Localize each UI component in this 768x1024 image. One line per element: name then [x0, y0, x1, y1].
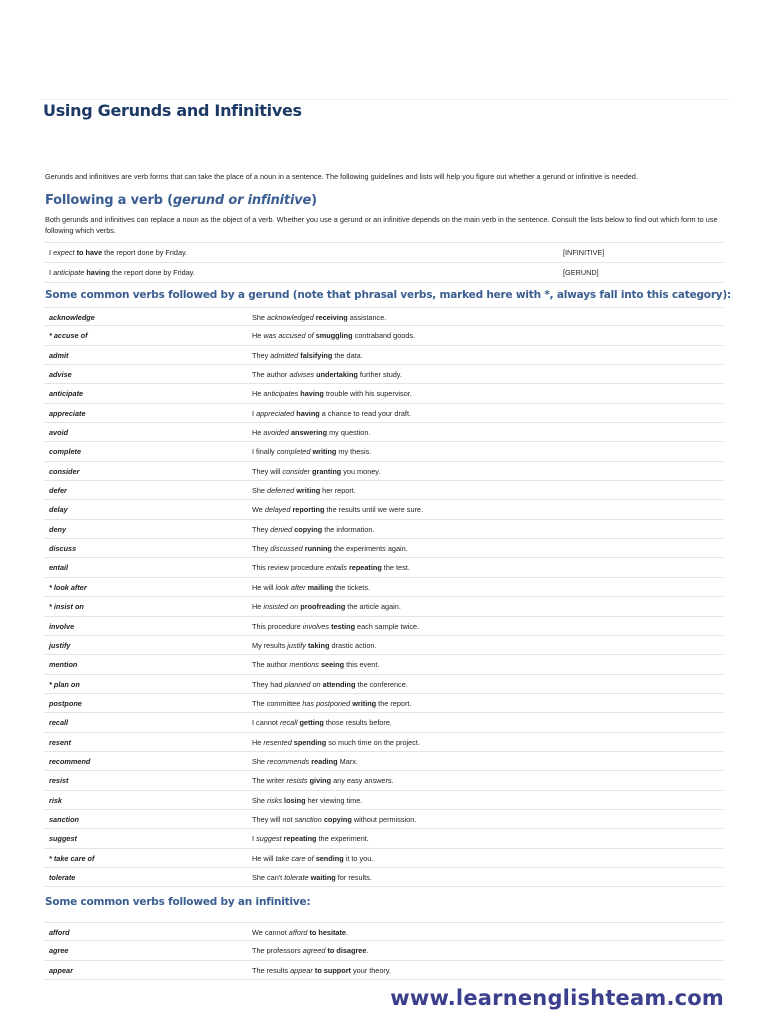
- footer-website-link[interactable]: www.learnenglishteam.com: [390, 986, 724, 1010]
- example-main-verb: anticipate: [53, 268, 85, 277]
- example-row: [44, 242, 723, 263]
- sentence-text: contraband goods.: [352, 331, 416, 341]
- example-text: I: [49, 268, 54, 277]
- sentence-verb-form: reading: [311, 756, 338, 766]
- verb-row: [44, 810, 723, 829]
- section-heading-italic: gerund or infinitive: [172, 193, 312, 208]
- sentence-text: so much time on the project.: [326, 737, 420, 747]
- verb-cell: avoid: [49, 428, 69, 438]
- sentence-main-verb: afford: [288, 928, 308, 937]
- sentence-verb-form: reporting: [292, 505, 325, 515]
- sentence-text: They will: [252, 466, 283, 476]
- sentence-main-verb: agreed: [302, 946, 326, 956]
- sentence-verb-form: copying: [294, 524, 323, 534]
- verb-cell: * plan on: [49, 679, 80, 689]
- example-sentence-cell: [252, 597, 401, 616]
- sentence-text: the tickets.: [333, 582, 371, 592]
- sentence-text: you money.: [341, 466, 381, 476]
- example-sentence-cell: [252, 365, 402, 384]
- sentence-main-verb: justify: [287, 640, 306, 650]
- sentence-text: assistance.: [347, 313, 387, 322]
- sentence-text: for results.: [335, 872, 372, 882]
- sentence-verb-form: getting: [299, 718, 324, 728]
- gerund-list-heading: Some common verbs followed by a gerund (note that phrasal verbs, marked here with *, always fall into this category):: [45, 289, 732, 301]
- example-sentence-cell: [252, 481, 356, 500]
- sentence-text: He: [252, 389, 264, 399]
- example-sentence-cell: [252, 346, 363, 365]
- verb-row: [44, 675, 723, 694]
- verb-cell: * take care of: [49, 853, 95, 863]
- sentence-verb-form: waiting: [310, 872, 336, 882]
- verb-cell: acknowledge: [49, 313, 95, 322]
- sentence-text: He: [252, 737, 264, 747]
- verb-cell: afford: [49, 928, 70, 937]
- verb-row: [44, 423, 723, 442]
- example-sentence-cell: [252, 520, 375, 539]
- sentence-text: The committee: [252, 698, 303, 708]
- example-sentence-cell: [252, 771, 394, 790]
- verb-cell: * look after: [49, 582, 87, 592]
- verb-cell: recommend: [49, 756, 91, 766]
- verb-cell: involve: [49, 621, 75, 631]
- example-sentence-cell: [252, 961, 391, 980]
- verb-row: [44, 752, 723, 771]
- sentence-verb-form: seeing: [320, 660, 345, 670]
- example-sentence-cell: [252, 636, 377, 655]
- example-sentence-cell: [252, 442, 371, 461]
- example-sentence-cell: [252, 655, 379, 674]
- sentence-text: .: [345, 928, 349, 937]
- sentence-text: the experiments again.: [331, 544, 408, 554]
- verb-row: [44, 655, 723, 674]
- sentence-main-verb: has postponed: [302, 698, 351, 708]
- sentence-main-verb: risks: [267, 795, 283, 805]
- example-row: [44, 263, 723, 283]
- sentence-text: The writer: [252, 776, 287, 786]
- verb-row: [44, 694, 723, 713]
- verb-row: [44, 636, 723, 655]
- sentence-verb-form: giving: [309, 776, 332, 786]
- example-text: the report done by Friday.: [102, 248, 188, 257]
- sentence-verb-form: losing: [284, 795, 306, 805]
- verb-row: [44, 733, 723, 752]
- verb-cell: defer: [49, 486, 67, 496]
- example-sentence-cell: [252, 617, 419, 636]
- intro-paragraph: Gerunds and infinitives are verb forms that can take the place of a noun in a sentence. The following guidelines and lists will help you figure out whether a gerund or infinitive is needed.: [45, 172, 638, 181]
- verb-row: [44, 617, 723, 636]
- sentence-text: this event.: [344, 660, 380, 670]
- sentence-text: The author: [252, 370, 290, 380]
- sentence-text: the data.: [332, 350, 363, 360]
- sentence-text: She: [252, 313, 268, 322]
- sentence-verb-form: receiving: [315, 313, 348, 322]
- sentence-text: He: [252, 428, 264, 438]
- verb-cell: sanction: [49, 814, 80, 824]
- section-body: Both gerunds and infinitives can replace a noun as the object of a verb. Whether you use a gerund or an infinitive depends on the main verb in the sentence. Consult the lists below to find out which form to use following which verbs.: [45, 215, 718, 235]
- sentence-main-verb: was accused of: [263, 331, 314, 341]
- sentence-text: further study.: [357, 370, 402, 380]
- example-form-tag: [INFINITIVE]: [563, 248, 605, 257]
- sentence-main-verb: look after: [275, 582, 306, 592]
- example-sentence-cell: [252, 308, 386, 327]
- example-sentence-cell: [252, 404, 411, 423]
- example-sentence-cell: [252, 810, 416, 829]
- sentence-main-verb: completed: [276, 447, 311, 457]
- sentence-text: I cannot: [252, 718, 280, 728]
- sentence-main-verb: take care of: [275, 853, 314, 863]
- verb-row: [44, 713, 723, 732]
- verb-row: [44, 404, 723, 423]
- sentence-text: a chance to read your draft.: [319, 408, 412, 418]
- verb-row: [44, 307, 723, 326]
- example-verb-form: having: [86, 268, 110, 277]
- verb-cell: appreciate: [49, 408, 86, 418]
- sentence-text: my question.: [327, 428, 371, 438]
- verb-cell: delay: [49, 505, 68, 515]
- section-heading-post: ): [311, 193, 317, 208]
- verb-cell: * accuse of: [49, 331, 88, 341]
- sentence-verb-form: to support: [314, 965, 351, 975]
- sentence-verb-form: having: [296, 408, 320, 418]
- sentence-verb-form: running: [304, 544, 332, 554]
- sentence-main-verb: insisted on: [263, 602, 299, 612]
- example-verb-form: to have: [76, 248, 103, 257]
- verb-row: [44, 868, 723, 887]
- sentence-main-verb: consider: [282, 466, 311, 476]
- sentence-main-verb: resented: [263, 737, 292, 747]
- sentence-main-verb: recall: [280, 718, 298, 728]
- sentence-text: the article again.: [345, 602, 401, 612]
- verb-cell: tolerate: [49, 872, 76, 882]
- sentence-text: your theory.: [350, 965, 391, 975]
- verb-row: [44, 539, 723, 558]
- example-sentence-cell: [252, 384, 412, 403]
- sentence-text: the experiment.: [316, 834, 369, 844]
- sentence-text: it to you.: [343, 853, 374, 863]
- verb-row: [44, 384, 723, 403]
- verb-cell: admit: [49, 350, 69, 360]
- sentence-verb-form: answering: [290, 428, 328, 438]
- sentence-verb-form: attending: [322, 679, 356, 689]
- sentence-main-verb: resists: [286, 776, 308, 786]
- sentence-main-verb: admitted: [270, 350, 299, 360]
- sentence-main-verb: recommends: [267, 756, 310, 766]
- sentence-text: .: [366, 946, 369, 956]
- sentence-text: I: [252, 834, 257, 844]
- sentence-text: drastic action.: [329, 640, 377, 650]
- verb-cell: anticipate: [49, 389, 84, 399]
- sentence-text: He: [252, 602, 264, 612]
- example-sentence-cell: [252, 868, 372, 887]
- verb-row: [44, 520, 723, 539]
- section-heading-following-verb: [45, 193, 317, 208]
- verb-row: [44, 481, 723, 500]
- example-sentence-cell: [252, 326, 415, 345]
- example-sentence-cell: [252, 829, 369, 848]
- sentence-text: her viewing time.: [305, 795, 363, 805]
- example-sentence-cell: [252, 423, 370, 442]
- sentence-text: The author: [252, 660, 290, 670]
- sentence-main-verb: acknowledged: [267, 313, 314, 322]
- verb-row: [44, 500, 723, 519]
- sentence-verb-form: writing: [312, 447, 337, 457]
- example-sentence: [49, 243, 187, 262]
- sentence-main-verb: delayed: [264, 505, 291, 515]
- sentence-text: The professors: [252, 946, 303, 956]
- verb-row: [44, 346, 723, 365]
- sentence-text: her report.: [320, 486, 356, 496]
- verb-cell: recall: [49, 718, 69, 728]
- verb-cell: advise: [49, 370, 72, 380]
- sentence-text: She: [252, 795, 268, 805]
- sentence-main-verb: anticipates: [263, 389, 299, 399]
- example-sentence-cell: [252, 462, 380, 481]
- example-sentence-cell: [252, 849, 373, 868]
- example-text: I: [49, 248, 54, 257]
- verb-cell: deny: [49, 524, 67, 534]
- example-sentence-cell: [252, 558, 410, 577]
- sentence-text: They: [252, 350, 271, 360]
- sentence-text: He will: [252, 853, 276, 863]
- sentence-verb-form: writing: [352, 698, 377, 708]
- sentence-verb-form: falsifying: [300, 350, 333, 360]
- infinitive-verb-table: [44, 922, 723, 980]
- verb-row: [44, 442, 723, 461]
- sentence-text: I: [252, 408, 257, 418]
- sentence-verb-form: spending: [293, 737, 327, 747]
- example-sentence-cell: [252, 500, 423, 519]
- sentence-main-verb: suggest: [256, 834, 282, 844]
- sentence-main-verb: entails: [325, 563, 347, 573]
- sentence-text: Marx.: [337, 756, 358, 766]
- sentence-text: He will: [252, 582, 276, 592]
- verb-row: [44, 922, 723, 941]
- sentence-text: the results until we were sure.: [324, 505, 424, 515]
- sentence-main-verb: sanction: [294, 814, 322, 824]
- top-divider: [40, 99, 730, 100]
- sentence-verb-form: sending: [315, 853, 344, 863]
- verb-cell: appear: [49, 965, 73, 975]
- example-sentence-cell: [252, 578, 370, 597]
- sentence-verb-form: mailing: [307, 582, 334, 592]
- sentence-main-verb: involves: [302, 621, 330, 631]
- verb-cell: * insist on: [49, 602, 84, 612]
- sentence-text: the information.: [322, 524, 375, 534]
- sentence-verb-form: to disagree: [327, 946, 367, 956]
- sentence-verb-form: smuggling: [315, 331, 353, 341]
- example-sentence-cell: [252, 675, 408, 694]
- verb-cell: discuss: [49, 544, 77, 554]
- verb-cell: postpone: [49, 698, 82, 708]
- example-text: the report done by Friday.: [109, 268, 195, 277]
- verb-cell: agree: [49, 946, 69, 956]
- example-sentence-cell: [252, 733, 420, 752]
- verb-cell: justify: [49, 640, 71, 650]
- sentence-main-verb: avoided: [263, 428, 289, 438]
- sentence-text: the conference.: [355, 679, 408, 689]
- verb-cell: mention: [49, 660, 78, 670]
- sentence-text: They: [252, 524, 271, 534]
- sentence-main-verb: planned on: [284, 679, 321, 689]
- sentence-verb-form: writing: [296, 486, 321, 496]
- example-sentence-cell: [252, 923, 348, 942]
- verb-row: [44, 791, 723, 810]
- verb-cell: suggest: [49, 834, 77, 844]
- sentence-verb-form: taking: [307, 640, 330, 650]
- verb-row: [44, 365, 723, 384]
- verb-row: [44, 326, 723, 345]
- verb-cell: resent: [49, 737, 71, 747]
- sentence-text: We: [252, 505, 265, 515]
- sentence-text: They had: [252, 679, 285, 689]
- verb-row: [44, 961, 723, 980]
- sentence-text: trouble with his supervisor.: [323, 389, 412, 399]
- sentence-text: She: [252, 756, 268, 766]
- sentence-text: those results before.: [323, 718, 392, 728]
- verb-row: [44, 849, 723, 868]
- example-sentence-cell: [252, 539, 408, 558]
- example-sentence-cell: [252, 941, 368, 960]
- verb-row: [44, 597, 723, 616]
- verb-row: [44, 578, 723, 597]
- sentence-main-verb: advises: [289, 370, 315, 380]
- sentence-verb-form: to hesitate: [309, 928, 346, 937]
- sentence-text: I finally: [252, 447, 277, 457]
- sentence-main-verb: appear: [290, 965, 313, 975]
- sentence-text: the test.: [381, 563, 410, 573]
- sentence-main-verb: tolerate: [284, 872, 309, 882]
- sentence-text: each sample twice.: [355, 621, 420, 631]
- sentence-verb-form: testing: [331, 621, 356, 631]
- sentence-verb-form: having: [300, 389, 324, 399]
- sentence-main-verb: appreciated: [256, 408, 295, 418]
- verb-cell: entail: [49, 563, 69, 573]
- sentence-text: without permission.: [351, 814, 417, 824]
- verb-cell: consider: [49, 466, 80, 476]
- verb-cell: complete: [49, 447, 82, 457]
- sentence-main-verb: mentions: [289, 660, 319, 670]
- sentence-verb-form: repeating: [348, 563, 382, 573]
- sentence-verb-form: granting: [312, 466, 342, 476]
- sentence-text: My results: [252, 640, 288, 650]
- sentence-text: She can't: [252, 872, 285, 882]
- example-main-verb: expect: [53, 248, 75, 257]
- example-sentence: [49, 263, 195, 282]
- example-sentence-cell: [252, 694, 411, 713]
- verb-cell: resist: [49, 776, 69, 786]
- sentence-main-verb: discussed: [270, 544, 303, 554]
- verb-cell: risk: [49, 795, 62, 805]
- sentence-text: We cannot: [252, 928, 289, 937]
- section-heading-pre: Following a verb (: [45, 193, 173, 208]
- verb-row: [44, 771, 723, 790]
- verb-row: [44, 558, 723, 577]
- sentence-main-verb: deferred: [267, 486, 295, 496]
- sentence-text: the report.: [376, 698, 412, 708]
- verb-row: [44, 829, 723, 848]
- sentence-text: They will not: [252, 814, 295, 824]
- sentence-text: He: [252, 331, 264, 341]
- example-form-tag: [GERUND]: [563, 268, 599, 277]
- page-title: Using Gerunds and Infinitives: [43, 101, 302, 120]
- sentence-main-verb: denied: [270, 524, 293, 534]
- infinitive-list-heading: Some common verbs followed by an infinitive:: [45, 896, 311, 908]
- example-table: [44, 242, 723, 283]
- sentence-text: This review procedure: [252, 563, 326, 573]
- example-sentence-cell: [252, 752, 358, 771]
- verb-row: [44, 941, 723, 960]
- sentence-verb-form: repeating: [283, 834, 317, 844]
- sentence-text: They: [252, 544, 271, 554]
- example-sentence-cell: [252, 791, 362, 810]
- verb-row: [44, 462, 723, 481]
- gerund-verb-table: [44, 307, 723, 887]
- sentence-text: The results: [252, 965, 291, 975]
- sentence-verb-form: proofreading: [300, 602, 346, 612]
- sentence-verb-form: copying: [323, 814, 352, 824]
- example-sentence-cell: [252, 713, 392, 732]
- sentence-text: This procedure: [252, 621, 303, 631]
- sentence-verb-form: undertaking: [316, 370, 358, 380]
- sentence-text: any easy answers.: [331, 776, 394, 786]
- sentence-text: She: [252, 486, 268, 496]
- sentence-text: my thesis.: [336, 447, 372, 457]
